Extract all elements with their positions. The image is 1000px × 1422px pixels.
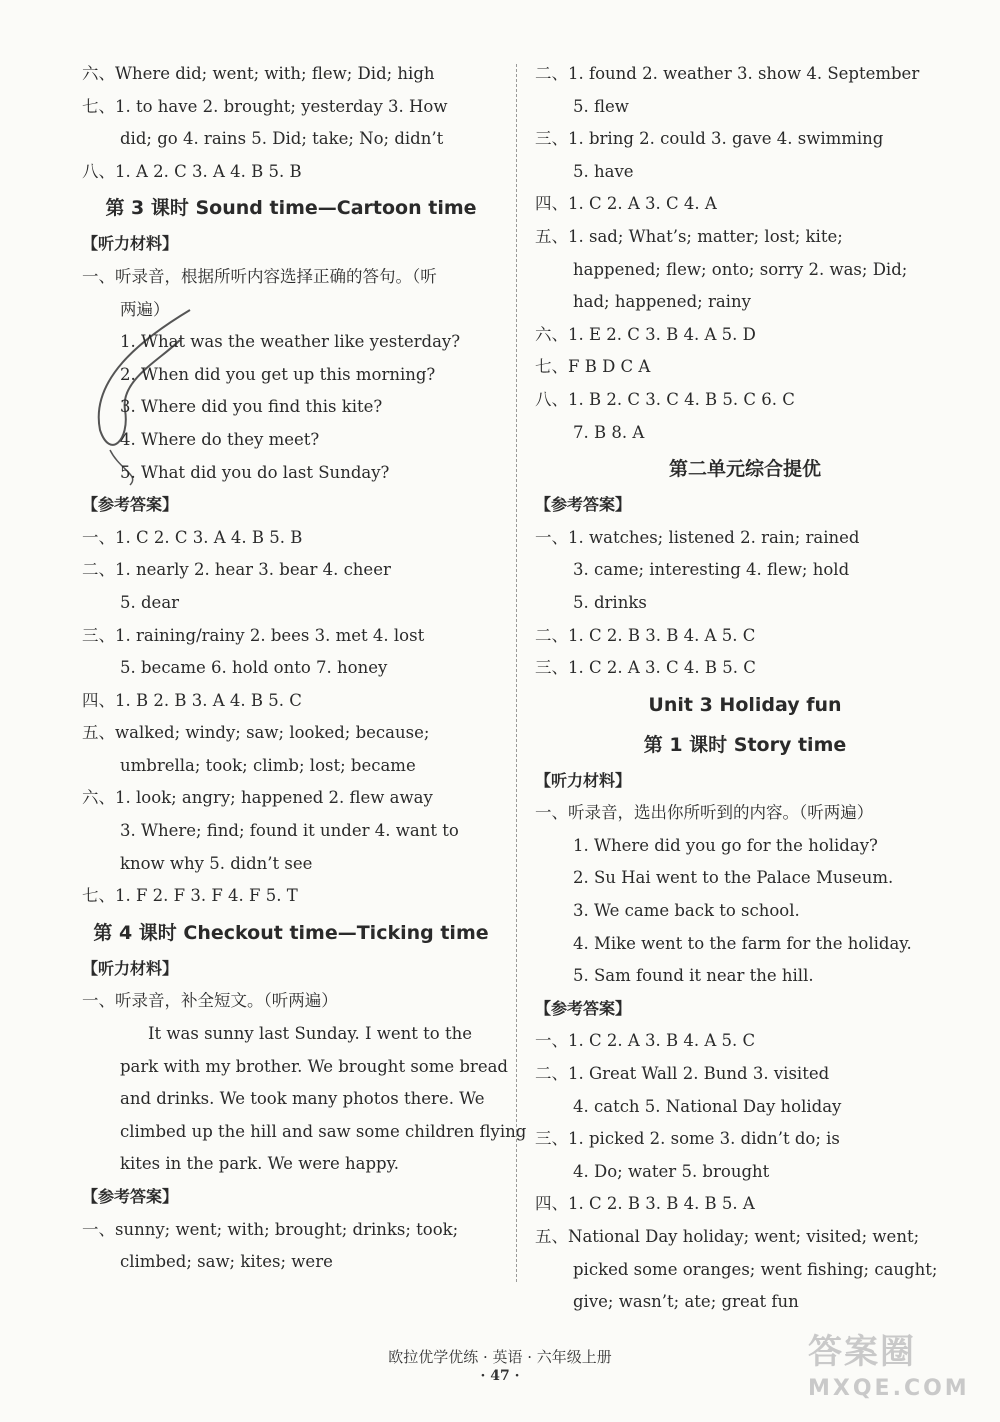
answer-line: 五、National Day holiday; went; visited; went; xyxy=(535,1227,920,1246)
answer-line: 六、1. E 2. C 3. B 4. A 5. D xyxy=(535,324,756,344)
answer-line: 5. Sam found it near the hill. xyxy=(573,966,814,986)
answer-line: It was sunny last Sunday. I went to the xyxy=(148,1024,472,1044)
section-title: 第 1 课时 Story time xyxy=(643,733,847,756)
section-title: 第二单元综合提优 xyxy=(668,458,821,481)
answer-line: 三、1. raining/rainy 2. bees 3. met 4. lost xyxy=(82,625,425,645)
watermark-url: MXQE.COM xyxy=(808,1376,970,1401)
answer-line: 4. Where do they meet? xyxy=(120,429,320,449)
page-number: · 47 · xyxy=(480,1368,520,1384)
answer-line: 四、1. C 2. B 3. B 4. B 5. A xyxy=(535,1194,755,1214)
question-heading: 一、听录音，根据所听内容选择正确的答句。（听 xyxy=(82,266,437,286)
answer-line: 3. We came back to school. xyxy=(573,901,800,921)
answer-line: happened; flew; onto; sorry 2. was; Did; xyxy=(573,259,908,279)
answer-line: 5. flew xyxy=(573,96,629,116)
answer-line: 5. What did you do last Sunday? xyxy=(120,462,390,482)
answer-line: 四、1. B 2. B 3. A 4. B 5. C xyxy=(82,690,302,710)
answer-line: 7. B 8. A xyxy=(573,422,645,442)
section-tag: 【参考答案】 xyxy=(535,998,632,1018)
section-tag: 【参考答案】 xyxy=(82,495,179,515)
answer-line: 三、1. C 2. A 3. C 4. B 5. C xyxy=(535,658,756,678)
answer-line: 三、1. bring 2. could 3. gave 4. swimming xyxy=(535,129,884,149)
section-title: Unit 3 Holiday fun xyxy=(648,693,842,716)
answer-line: 2. When did you get up this morning? xyxy=(120,364,436,384)
answer-line: 五、1. sad; What’s; matter; lost; kite; xyxy=(535,226,843,246)
answer-line: climbed up the hill and saw some children flying xyxy=(120,1121,527,1141)
section-tag: 【听力材料】 xyxy=(82,958,179,978)
right-column xyxy=(535,58,955,1319)
answer-line: 5. dear xyxy=(120,592,180,612)
answer-line: 七、F B D C A xyxy=(535,357,651,377)
section-title: 第 4 课时 Checkout time—Ticking time xyxy=(93,921,489,944)
answer-line: and drinks. We took many photos there. We xyxy=(120,1089,485,1109)
answer-line: 4. catch 5. National Day holiday xyxy=(573,1096,842,1116)
answer-line: 五、walked; windy; saw; looked; because; xyxy=(82,723,430,743)
answer-line: 六、Where did; went; with; flew; Did; high xyxy=(82,64,435,83)
answer-line: 二、1. C 2. B 3. B 4. A 5. C xyxy=(535,625,756,645)
answer-line: 3. came; interesting 4. flew; hold xyxy=(573,560,850,580)
section-tag: 【听力材料】 xyxy=(82,234,179,254)
answer-line: give; wasn’t; ate; great fun xyxy=(573,1292,799,1312)
column-divider xyxy=(516,64,517,1282)
answer-line: 3. Where did you find this kite? xyxy=(120,397,383,417)
answer-line: 二、1. nearly 2. hear 3. bear 4. cheer xyxy=(82,560,391,580)
answer-line: 5. have xyxy=(573,161,634,181)
answer-line: 3. Where; find; found it under 4. want to xyxy=(120,821,459,841)
answer-line: 两遍） xyxy=(120,299,170,319)
left-column xyxy=(82,58,527,1279)
question-heading: 一、听录音，补全短文。（听两遍） xyxy=(82,991,338,1011)
section-tag: 【参考答案】 xyxy=(535,495,632,515)
answer-line: 二、1. found 2. weather 3. show 4. September xyxy=(535,64,920,83)
answer-line: 八、1. A 2. C 3. A 4. B 5. B xyxy=(82,161,302,181)
page-footer: 欧拉优学优练 · 英语 · 六年级上册 xyxy=(388,1348,612,1366)
section-tag: 【听力材料】 xyxy=(535,770,632,790)
site-watermark xyxy=(808,1330,988,1414)
question-heading: 一、听录音，选出你所听到的内容。（听两遍） xyxy=(535,803,874,823)
answer-line: 二、1. Great Wall 2. Bund 3. visited xyxy=(535,1064,830,1084)
section-tag: 【参考答案】 xyxy=(82,1187,179,1206)
section-title: 第 3 课时 Sound time—Cartoon time xyxy=(105,197,477,220)
answer-line: know why 5. didn’t see xyxy=(120,853,313,873)
answer-line: 七、1. F 2. F 3. F 4. F 5. T xyxy=(82,886,298,906)
answer-line: 1. What was the weather like yesterday? xyxy=(120,332,461,352)
answer-line: 一、1. C 2. A 3. B 4. A 5. C xyxy=(535,1031,756,1051)
answer-line: 4. Do; water 5. brought xyxy=(573,1161,770,1181)
answer-line: 一、1. watches; listened 2. rain; rained xyxy=(535,527,860,547)
answer-line: 5. drinks xyxy=(573,592,647,612)
answer-line: kites in the park. We were happy. xyxy=(120,1154,399,1174)
answer-line: 六、1. look; angry; happened 2. flew away xyxy=(82,788,433,808)
answer-line: 八、1. B 2. C 3. C 4. B 5. C 6. C xyxy=(535,389,795,409)
answer-line: 三、1. picked 2. some 3. didn’t do; is xyxy=(535,1129,840,1149)
answer-line: 一、sunny; went; with; brought; drinks; took; xyxy=(82,1219,459,1239)
watermark-logo-text: 答案圈 xyxy=(808,1332,916,1372)
answer-line: 4. Mike went to the farm for the holiday. xyxy=(573,933,912,953)
answer-line: 1. Where did you go for the holiday? xyxy=(573,835,878,855)
answer-line: 2. Su Hai went to the Palace Museum. xyxy=(573,868,894,888)
answer-line: had; happened; rainy xyxy=(573,292,751,312)
answer-line: did; go 4. rains 5. Did; take; No; didn’t xyxy=(120,129,444,149)
answer-line: 四、1. C 2. A 3. C 4. A xyxy=(535,194,717,214)
answer-line: 一、1. C 2. C 3. A 4. B 5. B xyxy=(82,527,303,547)
answer-line: umbrella; took; climb; lost; became xyxy=(120,755,416,775)
answer-line: climbed; saw; kites; were xyxy=(120,1252,333,1272)
answer-line: 5. became 6. hold onto 7. honey xyxy=(120,658,388,678)
answer-line: park with my brother. We brought some bread xyxy=(120,1056,508,1076)
answer-line: picked some oranges; went fishing; caught; xyxy=(573,1259,938,1279)
answer-line: 七、1. to have 2. brought; yesterday 3. How xyxy=(82,96,448,116)
